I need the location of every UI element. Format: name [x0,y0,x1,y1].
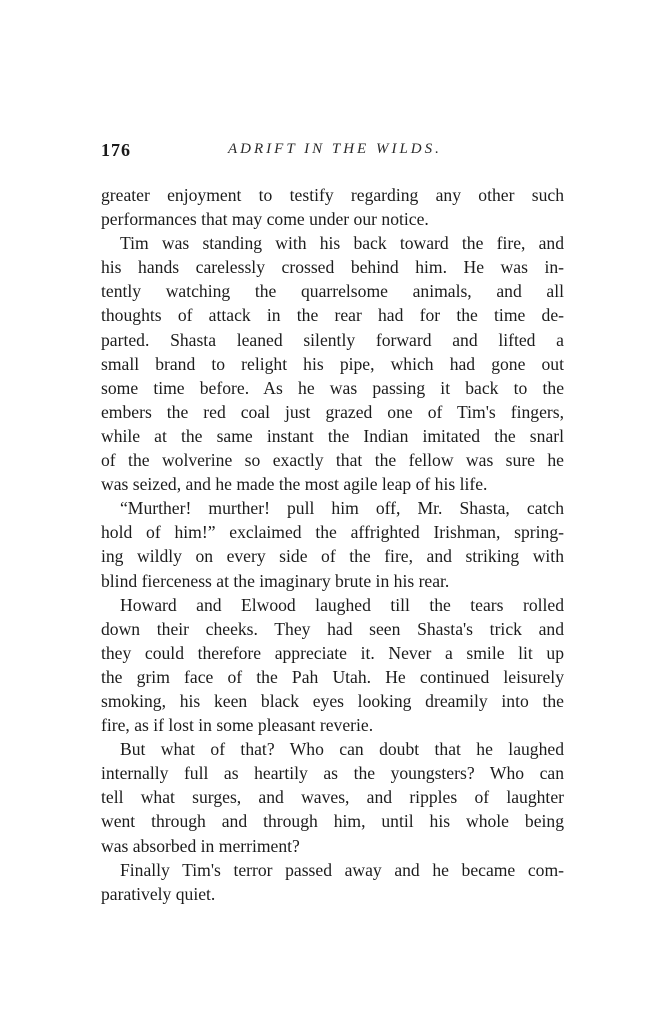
text-line: some time before. As he was passing it back to the [101,377,564,398]
text-line: paratively quiet. [101,883,216,904]
text-line: Tim was standing with his back toward the fire, and [120,233,564,254]
text-line: the grim face of the Pah Utah. He continued leisurely [101,666,564,687]
text-line: went through and through him, until his whole being [101,811,564,832]
text-line: while at the same instant the Indian imitated the snarl [101,425,564,446]
text-line: embers the red coal just grazed one of Tim's fingers, [101,401,564,422]
text-line: hold of him!” exclaimed the affrighted Irishman, spring- [101,522,564,543]
text-line: down their cheeks. They had seen Shasta's trick and [101,618,564,639]
text-line: fire, as if lost in some pleasant reverie. [101,715,374,736]
text-line: was absorbed in merriment? [101,835,300,856]
text-line: blind fierceness at the imaginary brute in his rear. [101,570,450,591]
text-line: tell what surges, and waves, and ripples of laughter [101,787,564,808]
text-line: small brand to relight his pipe, which had gone out [101,353,564,374]
text-line: was seized, and he made the most agile leap of his life. [101,474,488,495]
text-line: smoking, his keen black eyes looking dreamily into the [101,690,564,711]
text-line: they could therefore appreciate it. Never a smile lit up [101,642,564,663]
text-line: thoughts of attack in the rear had for the time de- [101,305,564,326]
body-text [101,183,564,906]
text-line: “Murther! murther! pull him off, Mr. Shasta, catch [120,498,564,519]
text-line: of the wolverine so exactly that the fellow was sure he [101,450,564,471]
text-line: Finally Tim's terror passed away and he became com- [120,859,564,880]
text-line: ing wildly on every side of the fire, and striking with [101,546,564,567]
text-line: his hands carelessly crossed behind him. He was in- [101,257,564,278]
page-number: 176 [101,140,131,160]
page-header [101,140,561,164]
running-title: ADRIFT IN THE WILDS. [228,141,442,157]
text-line: tently watching the quarrelsome animals, and all [101,281,564,302]
text-line: performances that may come under our notice. [101,209,429,230]
text-line: But what of that? Who can doubt that he laughed [120,739,564,760]
text-line: parted. Shasta leaned silently forward and lifted a [101,329,564,350]
text-line: Howard and Elwood laughed till the tears rolled [120,594,564,615]
text-line: greater enjoyment to testify regarding any other such [101,185,564,205]
text-line: internally full as heartily as the youngsters? Who can [101,763,564,784]
